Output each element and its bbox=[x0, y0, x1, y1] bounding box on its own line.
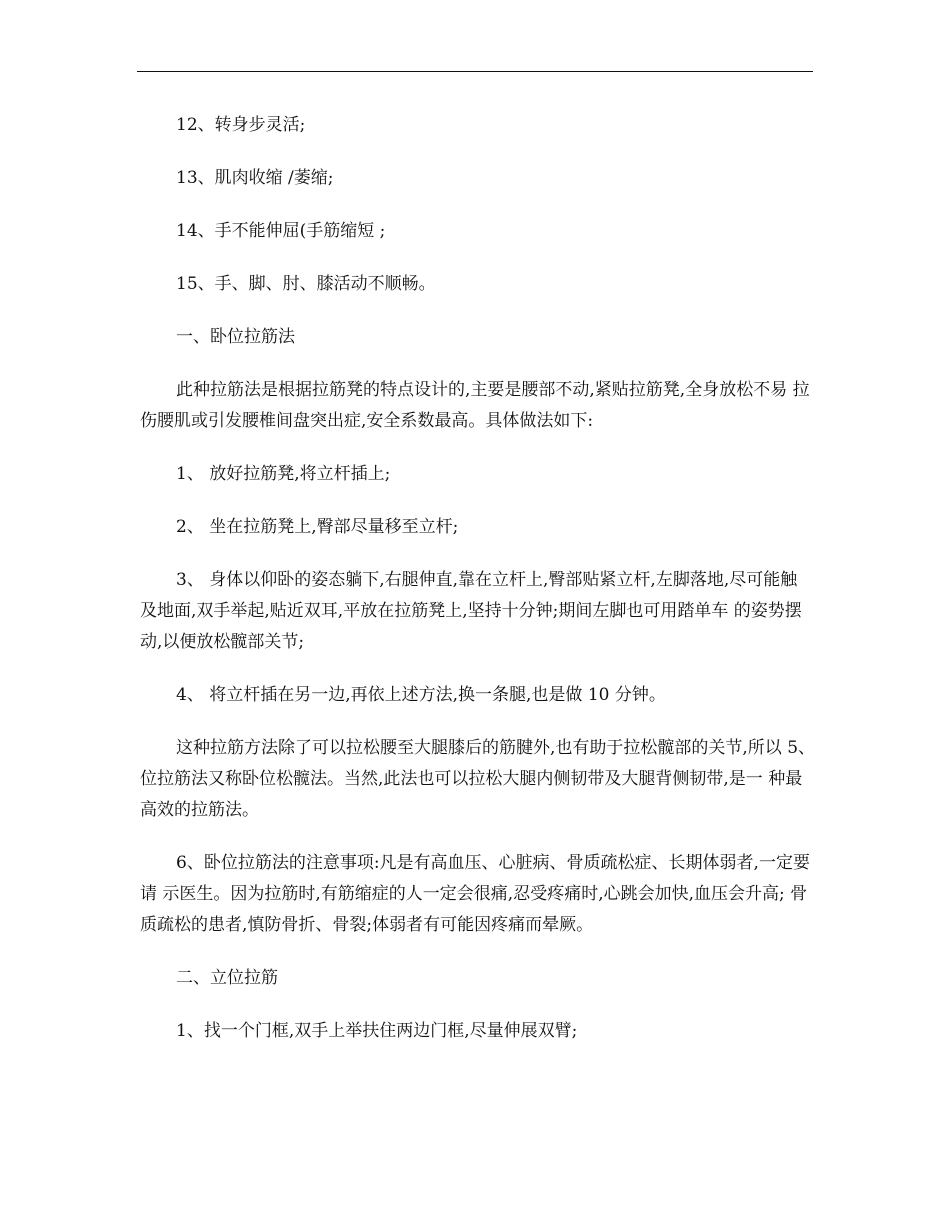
list-item-13: 13、肌肉收缩 /萎缩; bbox=[176, 168, 334, 188]
standing-step-1: 1、找一个门框,双手上举扶住两边门框,尽量伸展双臂; bbox=[176, 1021, 578, 1041]
document-body bbox=[140, 110, 816, 1047]
step-3: 3、 身体以仰卧的姿态躺下,右腿伸直,靠在立杆上,臀部贴紧立杆,左脚落地,尽可能触 及地面,双手举起,贴近双耳,平放在拉筋凳上,坚持十分钟;期间左脚也可用踏单车 的姿势摆动,以便放松髋部关节; bbox=[140, 570, 803, 652]
list-item-15: 15、手、脚、肘、膝活动不顺畅。 bbox=[176, 274, 436, 294]
step-2: 2、 坐在拉筋凳上,臀部尽量移至立杆; bbox=[176, 517, 459, 537]
paragraph-benefits: 这种拉筋方法除了可以拉松腰至大腿膝后的筋腱外,也有助于拉松髋部的关节,所以 5、位拉筋法又称卧位松髋法。当然,此法也可以拉松大腿内侧韧带及大腿背侧韧带,是一 种最高效的拉筋法。 bbox=[140, 738, 816, 820]
list-item-14: 14、手不能伸屈(手筋缩短 ; bbox=[176, 221, 386, 241]
step-1: 1、 放好拉筋凳,将立杆插上; bbox=[176, 464, 391, 484]
section-heading-lying-stretch: 一、卧位拉筋法 bbox=[176, 327, 295, 347]
list-item-12: 12、转身步灵活; bbox=[176, 115, 306, 135]
step-4: 4、 将立杆插在另一边,再依上述方法,换一条腿,也是做 10 分钟。 bbox=[176, 685, 666, 705]
paragraph-precautions: 6、卧位拉筋法的注意事项:凡是有高血压、心脏病、骨质疏松症、长期体弱者,一定要请 示医生。因为拉筋时,有筋缩症的人一定会很痛,忍受疼痛时,心跳会加快,血压会升高; 骨质疏松的患者,慎防骨折、骨裂;体弱者有可能因疼痛而晕厥。 bbox=[140, 853, 810, 935]
header-rule bbox=[137, 71, 813, 72]
paragraph-intro: 此种拉筋法是根据拉筋凳的特点设计的,主要是腰部不动,紧贴拉筋凳,全身放松不易 拉伤腰肌或引发腰椎间盘突出症,安全系数最高。具体做法如下: bbox=[140, 380, 810, 431]
section-heading-standing-stretch: 二、立位拉筋 bbox=[176, 968, 278, 988]
